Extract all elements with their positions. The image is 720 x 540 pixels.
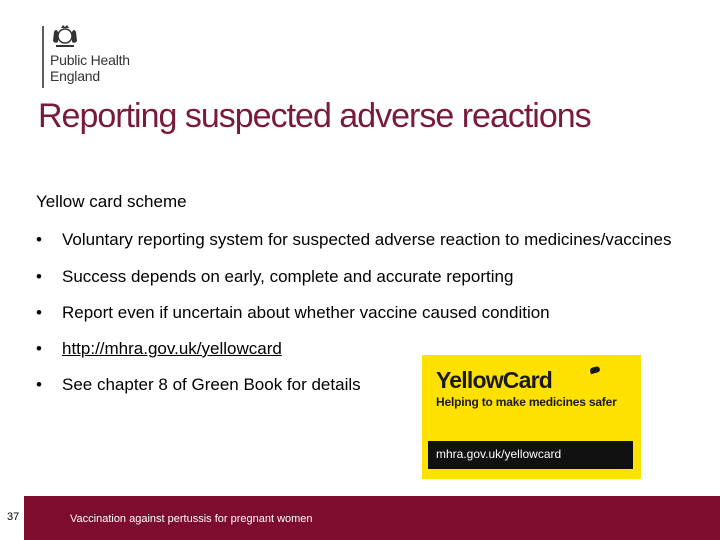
footer-text: Vaccination against pertussis for pregnant women — [70, 513, 313, 525]
bullet-marker: • — [36, 339, 42, 358]
footer-bar — [0, 496, 720, 540]
logo-text — [50, 52, 130, 84]
slide-title: Reporting suspected adverse reactions — [38, 97, 591, 135]
bullet-text: Success depends on early, complete and accurate reporting — [62, 267, 514, 286]
bullet-text: Voluntary reporting system for suspected adverse reaction to medicines/vaccines — [62, 230, 672, 249]
logo-line-2: England — [50, 68, 100, 84]
bullet-marker: • — [36, 375, 42, 394]
yellowcard-link[interactable]: http://mhra.gov.uk/yellowcard — [62, 339, 282, 358]
bullet-marker: • — [36, 303, 42, 322]
bullet-text: Report even if uncertain about whether vaccine caused condition — [62, 303, 550, 322]
page-number-box — [0, 496, 24, 540]
phe-logo — [42, 22, 162, 92]
royal-crest-icon — [50, 22, 80, 50]
logo-divider — [42, 26, 44, 88]
slide-subtitle: Yellow card scheme — [36, 192, 187, 211]
yellowcard-tagline: Helping to make medicines safer — [436, 395, 617, 409]
yellowcard-image — [422, 355, 641, 479]
yellowcard-mark-icon — [589, 366, 600, 374]
logo-line-1: Public Health — [50, 52, 130, 68]
bullet-marker: • — [36, 230, 42, 249]
page-number: 37 — [7, 511, 20, 523]
bullet-item — [36, 301, 676, 324]
yellowcard-url: mhra.gov.uk/yellowcard — [436, 447, 562, 461]
yellowcard-title: YellowCard — [436, 367, 552, 393]
yellowcard-url-band — [428, 441, 633, 469]
bullet-item — [36, 265, 676, 288]
bullet-text: See chapter 8 of Green Book for details — [62, 375, 361, 394]
bullet-item — [36, 228, 676, 251]
bullet-marker: • — [36, 267, 42, 286]
